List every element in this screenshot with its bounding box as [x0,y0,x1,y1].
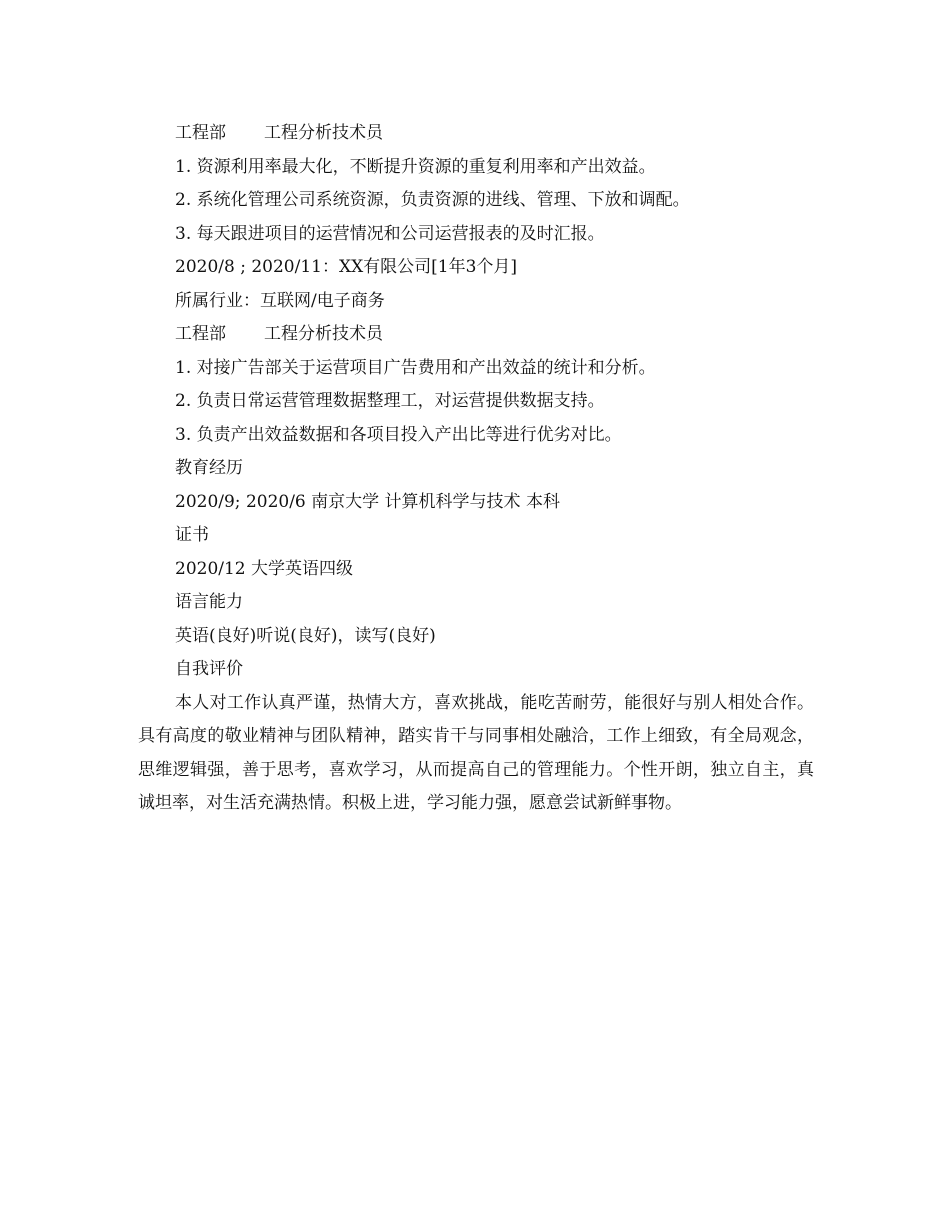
certificates-heading: 证书 [175,525,209,545]
language-heading: 语言能力 [175,592,243,612]
job2-duty-1: 1. 对接广告部关于运营项目广告费用和产出效益的统计和分析。 [175,357,656,378]
self-evaluation-text: 本人对工作认真严谨，热情大方，喜欢挑战，能吃苦耐劳，能很好与别人相处合作。具有高度的敬业精神与团队精神，踏实肯干与同事相处融洽，工作上细致，有全局观念，思维逻辑强，善于思考，喜欢学习，从而提高自己的管理能力。个性开朗，独立自主，真诚坦率，对生活充满热情。积极上进，学习能力强，愿意尝试新鲜事物。 [138,692,814,813]
language-entry: 英语(良好)听说(良好)，读写(良好) [175,625,436,646]
job2-duty-3: 3. 负责产出效益数据和各项目投入产出比等进行优劣对比。 [175,424,622,445]
resume-content [138,117,818,821]
certificates-entry: 2020/12 大学英语四级 [175,558,354,579]
job1-duty-2: 2. 系统化管理公司系统资源，负责资源的进线、管理、下放和调配。 [175,190,690,210]
self-evaluation-heading: 自我评价 [175,659,243,679]
job2-title: 工程分析技术员 [264,324,383,344]
job1-department: 工程部 [175,123,226,143]
job2-department: 工程部 [175,324,226,344]
job1-position-line [138,117,818,151]
job2-industry: 所属行业：互联网/电子商务 [175,290,385,311]
job1-title: 工程分析技术员 [264,123,383,143]
education-entry: 2020/9; 2020/6 南京大学 计算机科学与技术 本科 [175,491,560,512]
job2-duty-2: 2. 负责日常运营管理数据整理工，对运营提供数据支持。 [175,391,605,411]
job2-position-line [138,318,818,352]
education-heading: 教育经历 [175,458,243,478]
job2-period: 2020/8 ; 2020/11：XX有限公司[1年3个月] [175,257,518,277]
job1-duty-1: 1. 资源利用率最大化，不断提升资源的重复利用率和产出效益。 [175,156,656,177]
job1-duty-3: 3. 每天跟进项目的运营情况和公司运营报表的及时汇报。 [175,223,605,244]
